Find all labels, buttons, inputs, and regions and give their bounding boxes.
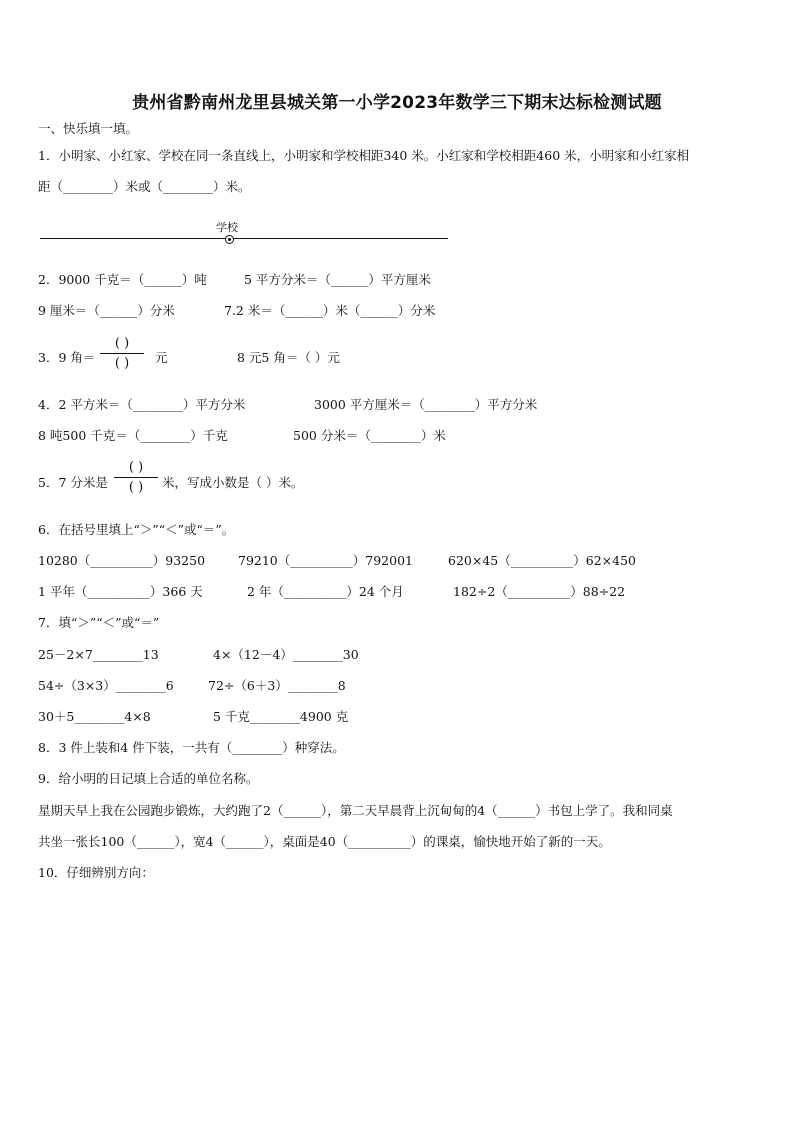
- fraction-bar: [100, 353, 144, 354]
- question-4-d: 500 分米＝（________）米: [293, 428, 446, 443]
- question-1-line-2: 距（________）米或（________）米。: [38, 179, 251, 194]
- question-1-line-1: 1．小明家、小红家、学校在同一条直线上，小明家和学校相距340 米。小红家和学校相距460 米，小明家和小红家相: [38, 148, 690, 163]
- question-7-title: 7．填“＞”“＜”或“＝”: [38, 615, 160, 630]
- question-7-row-3-b: 5 千克________4900 克: [213, 709, 349, 724]
- straight-road-line: [40, 238, 448, 239]
- page-title: 贵州省黔南州龙里县城关第一小学2023年数学三下期末达标检测试题: [132, 93, 662, 113]
- question-6-row-1-b: 79210（__________）792001: [238, 553, 413, 568]
- question-7-row-1-b: 4×（12－4）________30: [213, 647, 359, 662]
- question-6-row-2-a: 1 平年（__________）366 天: [38, 584, 203, 599]
- fraction-bar: [114, 477, 158, 478]
- question-6-title: 6．在括号里填上“＞”“＜”或“＝”。: [38, 522, 235, 537]
- question-4-a: 4．2 平方米＝（________）平方分米: [38, 397, 246, 412]
- question-8: 8．3 件上装和4 件下装，一共有（________）种穿法。: [38, 740, 345, 755]
- fraction-denominator: ( ): [114, 356, 130, 371]
- school-point-icon: [225, 235, 234, 244]
- question-5-fraction: [114, 459, 158, 496]
- question-3-suffix: 元: [155, 350, 168, 365]
- question-7-row-2-a: 54÷（3×3）________6: [38, 678, 174, 693]
- question-3-prefix: 3．9 角＝: [38, 350, 96, 365]
- question-6-row-2-b: 2 年（__________）24 个月: [247, 584, 404, 599]
- question-5-suffix: 米，写成小数是（ ）米。: [162, 475, 304, 490]
- question-7-row-3-a: 30＋5________4×8: [38, 709, 151, 724]
- question-3-fraction: [100, 335, 144, 372]
- question-9-title: 9．给小明的日记填上合适的单位名称。: [38, 771, 259, 786]
- fraction-numerator: ( ): [128, 460, 144, 475]
- school-label: 学校: [216, 221, 238, 234]
- question-9-line-2: 共坐一张长100（______），宽4（______），桌面是40（__________）的课桌，愉快地开始了新的一天。: [38, 834, 611, 849]
- question-2-b: 5 平方分米＝（______）平方厘米: [244, 272, 431, 287]
- question-2-c: 9 厘米＝（______）分米: [38, 303, 175, 318]
- question-4-b: 3000 平方厘米＝（________）平方分米: [314, 397, 538, 412]
- question-2-d: 7.2 米＝（______）米（______）分米: [224, 303, 436, 318]
- question-5-prefix: 5．7 分米是: [38, 475, 108, 490]
- question-6-row-1-c: 620×45（__________）62×450: [448, 553, 636, 568]
- fraction-numerator: ( ): [114, 336, 130, 351]
- question-7-row-1-a: 25－2×7________13: [38, 647, 159, 662]
- question-2-a: 2．9000 千克＝（______）吨: [38, 272, 207, 287]
- question-7-row-2-b: 72÷（6＋3）________8: [208, 678, 346, 693]
- question-9-line-1: 星期天早上我在公园跑步锻炼，大约跑了2（______），第二天早晨背上沉甸甸的4（______）书包上学了。我和同桌: [38, 803, 673, 818]
- section-heading: 一、快乐填一填。: [38, 121, 139, 136]
- question-4-c: 8 吨500 千克＝（________）千克: [38, 428, 228, 443]
- question-6-row-2-c: 182÷2（__________）88÷22: [453, 584, 626, 599]
- question-10: 10．仔细辨别方向：: [38, 865, 154, 880]
- fraction-denominator: ( ): [128, 480, 144, 495]
- question-3-b: 8 元5 角＝（ ）元: [237, 350, 340, 365]
- question-6-row-1-a: 10280（__________）93250: [38, 553, 206, 568]
